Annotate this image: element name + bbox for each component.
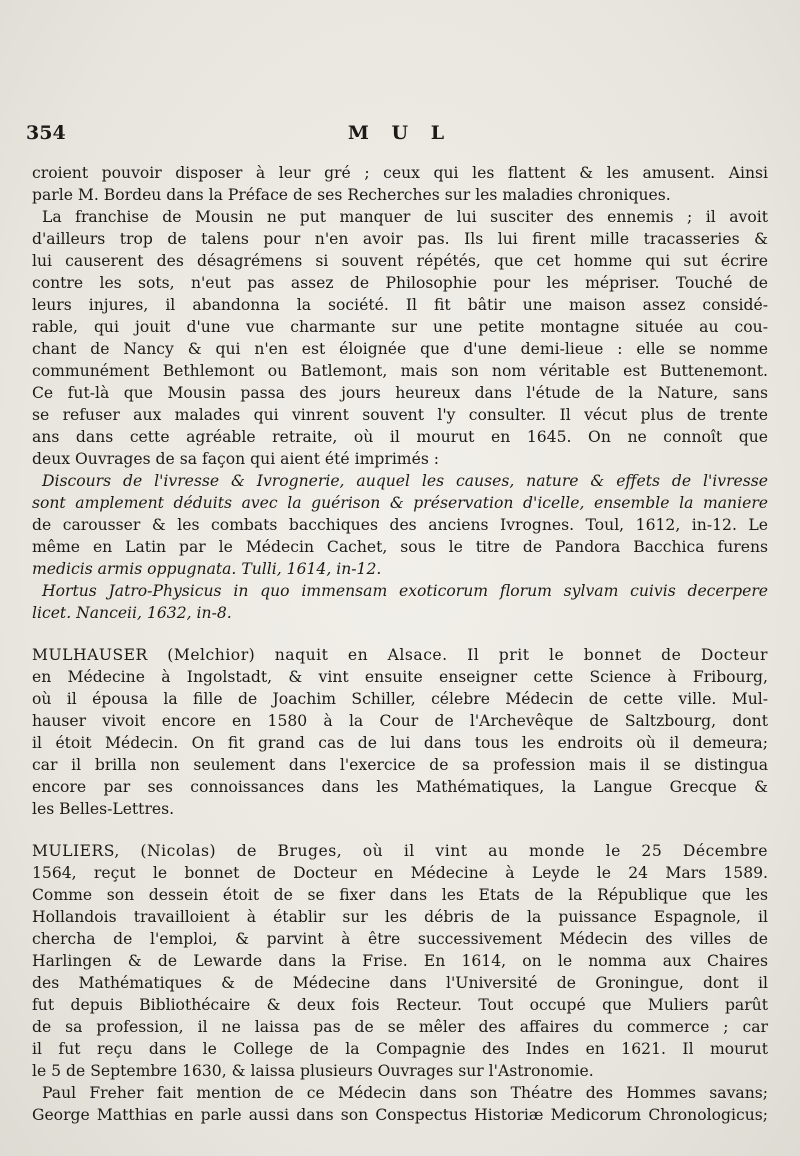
- text-line: encore par ses connoissances dans les Mathématiques, la Langue Grecque &: [32, 778, 768, 796]
- page-number: 354: [26, 122, 66, 144]
- text-line: Comme son dessein étoit de se fixer dans les Etats de la République que les: [32, 886, 768, 904]
- text-line: le 5 de Septembre 1630, & laissa plusieurs Ouvrages sur l'Astronomie.: [32, 1062, 594, 1080]
- text-line: Discours de l'ivresse & Ivrognerie, auquel les causes, nature & effets de l'ivresse: [42, 472, 768, 490]
- text-line: Ce fut-là que Mousin passa des jours heureux dans l'étude de la Nature, sans: [32, 384, 768, 402]
- text-line: sont amplement déduits avec la guérison & préservation d'icelle, ensemble la maniere: [32, 494, 768, 512]
- text-line: rable, qui jouit d'une vue charmante sur une petite montagne située au cou-: [32, 318, 768, 336]
- text-line: La franchise de Mousin ne put manquer de lui susciter des ennemis ; il avoit: [42, 208, 768, 226]
- text-line: Hollandois travailloient à établir sur les débris de la puissance Espagnole, il: [32, 908, 768, 926]
- text-line: Paul Freher fait mention de ce Médecin dans son Théatre des Hommes savans;: [42, 1084, 768, 1102]
- body-text: [32, 162, 768, 1126]
- text-line: 1564, reçut le bonnet de Docteur en Médecine à Leyde le 24 Mars 1589.: [32, 864, 768, 882]
- text-line: chant de Nancy & qui n'en est éloignée que d'une demi-lieue : elle se nomme: [32, 340, 768, 358]
- text-line: il étoit Médecin. On fit grand cas de lui dans tous les endroits où il demeura;: [32, 734, 768, 752]
- entry-muliers-line: MULIERS, (Nicolas) de Bruges, où il vint au monde le 25 Décembre: [32, 842, 768, 860]
- text-line: George Matthias en parle aussi dans son Conspectus Historiæ Medicorum Chronologicus;: [32, 1106, 768, 1124]
- text-line: d'ailleurs trop de talens pour n'en avoir pas. Ils lui firent mille tracasseries &: [32, 230, 768, 248]
- page-header: [26, 122, 774, 148]
- paragraph-gap: [32, 624, 768, 644]
- text-line: parle M. Bordeu dans la Préface de ses Recherches sur les maladies chroniques.: [32, 186, 671, 204]
- text-line: en Médecine à Ingolstadt, & vint ensuite enseigner cette Science à Fribourg,: [32, 668, 768, 686]
- text-line: ans dans cette agréable retraite, où il mourut en 1645. On ne connoît que: [32, 428, 768, 446]
- text-line: deux Ouvrages de sa façon qui aient été imprimés :: [32, 450, 440, 468]
- text-line: hauser vivoit encore en 1580 à la Cour de l'Archevêque de Saltzbourg, dont: [32, 712, 768, 730]
- text-line: communément Bethlemont ou Batlemont, mais son nom véritable est Buttenemont.: [32, 362, 768, 380]
- text-line: chercha de l'emploi, & parvint à être successivement Médecin des villes de: [32, 930, 768, 948]
- text-line: Harlingen & de Lewarde dans la Frise. En 1614, on le nomma aux Chaires: [32, 952, 768, 970]
- text-line: de carousser & les combats bacchiques des anciens Ivrognes. Toul, 1612, in-12. Le: [32, 516, 768, 534]
- text-line: des Mathématiques & de Médecine dans l'Université de Groningue, dont il: [32, 974, 768, 992]
- text-line: licet. Nanceii, 1632, in-8.: [32, 604, 232, 622]
- text-line: fut depuis Bibliothécaire & deux fois Recteur. Tout occupé que Muliers parût: [32, 996, 768, 1014]
- text-line: les Belles-Lettres.: [32, 800, 175, 818]
- paragraph-gap: [32, 820, 768, 840]
- text-line: contre les sots, n'eut pas assez de Philosophie pour les mépriser. Touché de: [32, 274, 768, 292]
- text-line: lui causerent des désagrémens si souvent répétés, que cet homme qui sut écrire: [32, 252, 768, 270]
- text-line: car il brilla non seulement dans l'exercice de sa profession mais il se distingua: [32, 756, 768, 774]
- text-line: Hortus Jatro-Physicus in quo immensam exoticorum florum sylvam cuivis decerpere: [42, 582, 768, 600]
- text-line: se refuser aux malades qui vinrent souvent l'y consulter. Il vécut plus de trente: [32, 406, 768, 424]
- text-line: où il épousa la fille de Joachim Schiller, célebre Médecin de cette ville. Mul-: [32, 690, 768, 708]
- text-line: croient pouvoir disposer à leur gré ; ceux qui les flattent & les amusent. Ainsi: [32, 164, 768, 182]
- entry-mulhauser-line: MULHAUSER (Melchior) naquit en Alsace. Il prit le bonnet de Docteur: [32, 646, 768, 664]
- text-line: leurs injures, il abandonna la société. Il fit bâtir une maison assez considé-: [32, 296, 768, 314]
- text-line: de sa profession, il ne laissa pas de se mêler des affaires du commerce ; car: [32, 1018, 768, 1036]
- text-line: il fut reçu dans le College de la Compagnie des Indes en 1621. Il mourut: [32, 1040, 768, 1058]
- text-line: même en Latin par le Médecin Cachet, sous le titre de Pandora Bacchica furens: [32, 538, 768, 556]
- text-line: medicis armis oppugnata. Tulli, 1614, in-12.: [32, 560, 382, 578]
- running-head: M U L: [347, 122, 453, 144]
